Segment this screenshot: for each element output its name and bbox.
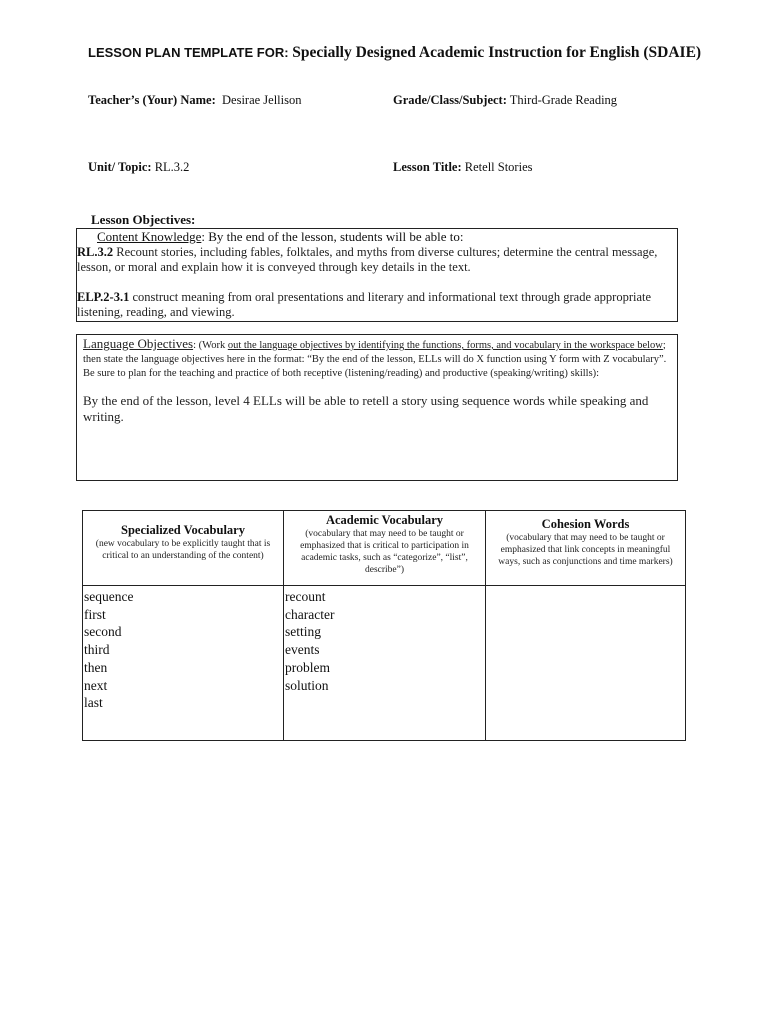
document-title (88, 44, 701, 62)
title-main: Specially Designed Academic Instruction for English (SDAIE) (292, 44, 702, 61)
teacher-name-label: Teacher’s (Your) Name: (88, 93, 216, 107)
academic-word: solution (285, 677, 329, 693)
cohesion-words-title: Cohesion Words (541, 517, 630, 531)
grade-label: Grade/Class/Subject: (393, 93, 507, 107)
vocabulary-header-row (83, 511, 686, 586)
academic-word: recount (285, 589, 326, 604)
content-knowledge-intro: : By the end of the lesson, students will be able to: (201, 229, 464, 244)
lesson-title-field (393, 160, 532, 175)
rl-code: RL.3.2 (77, 245, 114, 259)
academic-vocabulary-title: Academic Vocabulary (325, 513, 443, 527)
content-knowledge-box (76, 228, 678, 322)
specialized-word: first (84, 606, 106, 622)
language-objectives-box (76, 334, 678, 481)
specialized-vocabulary-title: Specialized Vocabulary (121, 523, 245, 537)
academic-vocabulary-desc: (vocabulary that may need to be taught or emphasized that is critical to participation in academic tasks, such as “categorize”, “list”, describe”) (300, 529, 469, 575)
specialized-word: then (84, 659, 108, 675)
academic-word: setting (285, 624, 321, 640)
unit-value: RL.3.2 (154, 160, 190, 174)
academic-word: problem (285, 659, 330, 675)
language-objectives-instructions (83, 337, 669, 381)
specialized-vocabulary-desc: (new vocabulary to be explicitly taught that is critical to an understanding of the content) (95, 539, 271, 561)
grade-field (393, 93, 617, 108)
vocabulary-table (82, 510, 686, 741)
specialized-words-cell (83, 586, 284, 741)
specialized-word: third (84, 642, 110, 658)
cohesion-words-header (486, 511, 686, 586)
specialized-word: second (84, 624, 122, 640)
academic-word: events (285, 642, 320, 658)
vocabulary-words-row (83, 586, 686, 741)
content-knowledge-line (97, 229, 677, 244)
academic-word: character (285, 606, 335, 622)
specialized-word: sequence (84, 589, 134, 604)
language-instr-2: ; then state the language objectives here in the format: “By the end of the lesson, ELLs will do X function using Y form with Z vocabulary”. Be sure to plan for the teaching and practice of both receptive (listening/reading) and productive (speaking/writing) skills): (83, 340, 667, 379)
specialized-vocabulary-header (83, 511, 284, 586)
language-instr-underlined: out the language objectives by identifying the functions, forms, and vocabulary in the workspace below (227, 340, 663, 351)
elp-text: construct meaning from oral presentations and literary and informational text through grade appropriate listening, reading, and viewing. (77, 290, 652, 319)
elp-code: ELP.2-3.1 (77, 290, 130, 304)
lesson-title-label: Lesson Title: (393, 160, 462, 174)
language-objectives-label: Language Objectives (83, 336, 194, 351)
teacher-name-value: Desirae Jellison (222, 93, 302, 107)
language-objective-statement: By the end of the lesson, level 4 ELLs will be able to retell a story using sequence words while speaking and writing. (83, 393, 649, 424)
rl-standard (77, 245, 673, 275)
cohesion-words-desc: (vocabulary that may need to be taught or emphasized that link concepts in meaningful ways, such as conjunctions and time markers) (498, 533, 673, 567)
content-knowledge-label: Content Knowledge (97, 229, 202, 244)
lesson-title-value: Retell Stories (464, 160, 533, 174)
elp-standard (77, 290, 673, 320)
teacher-name-field (88, 93, 302, 108)
academic-words-cell (284, 586, 486, 741)
academic-vocabulary-header (284, 511, 486, 586)
lesson-objectives-heading: Lesson Objectives: (91, 212, 196, 227)
cohesion-words-cell (486, 586, 686, 741)
unit-field (88, 160, 189, 175)
grade-value: Third-Grade Reading (509, 93, 618, 107)
specialized-word: next (84, 677, 108, 693)
title-lead: LESSON PLAN TEMPLATE FOR: (88, 45, 289, 60)
language-instr-1: : (Work (193, 340, 228, 351)
unit-label: Unit/ Topic: (88, 160, 152, 174)
rl-text: Recount stories, including fables, folktales, and myths from diverse cultures; determine the central message, lesson, or moral and explain how it is conveyed through key details in the text. (77, 245, 658, 274)
specialized-word: last (84, 695, 103, 711)
